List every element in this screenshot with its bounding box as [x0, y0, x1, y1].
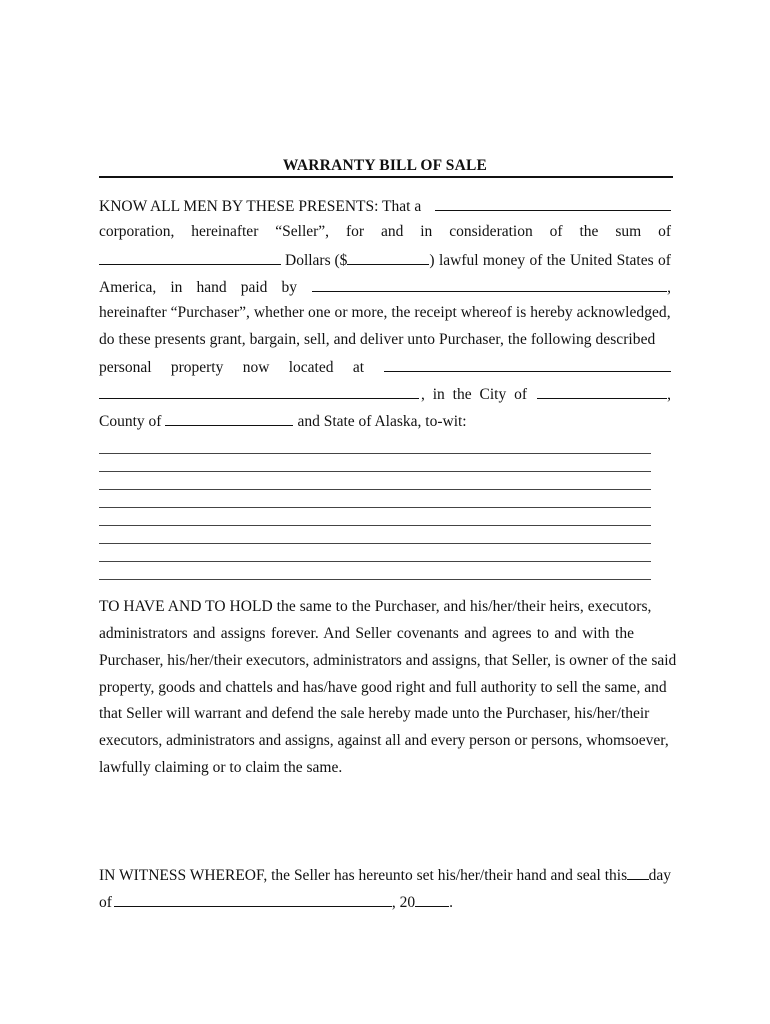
p2-line: TO HAVE AND TO HOLD the same to the Purchaser, and his/her/their heirs, executors,: [99, 598, 652, 615]
p1-line-5: hereinafter “Purchaser”, whether one or more, the receipt whereof is hereby acknowledged,: [99, 304, 671, 321]
witness-line-1: [99, 864, 671, 884]
p1-line-1: [99, 195, 671, 215]
p1-w: hand: [196, 279, 227, 296]
dollars-label: Dollars ($: [285, 252, 348, 269]
title-underline: [99, 176, 673, 178]
corporation-name-field[interactable]: [435, 195, 671, 211]
day-label: day: [648, 867, 671, 884]
city-label: , in the City of: [421, 386, 527, 403]
p1-line-4: [99, 276, 671, 296]
amount-words-field[interactable]: [99, 249, 281, 265]
county-label: County of: [99, 413, 162, 430]
p1-w: consideration: [449, 223, 533, 240]
p1-w: in: [170, 279, 183, 296]
p1-w: America,: [99, 279, 157, 296]
p2-line: executors, administrators and assigns, against all and every person or persons, whomsoever,: [99, 732, 669, 749]
p1-w: by: [281, 279, 297, 296]
p1-w: in: [420, 223, 433, 240]
p1-w: money: [482, 252, 526, 269]
p2-line: that Seller will warrant and defend the sale hereby made unto the Purchaser, his/her/their: [99, 705, 650, 722]
p1-w: of: [657, 252, 671, 269]
witness-end: .: [449, 894, 454, 911]
property-location-field-2[interactable]: [99, 383, 419, 399]
p1-w: “Seller”,: [275, 223, 330, 240]
city-field[interactable]: [537, 383, 667, 399]
purchaser-name-field[interactable]: [312, 276, 667, 292]
p1-w: the: [579, 223, 599, 240]
p1-w: hereinafter: [191, 223, 259, 240]
p1-line-8: [99, 383, 671, 403]
property-location-field[interactable]: [384, 356, 671, 372]
p1-line-7: [99, 356, 671, 376]
p1-w: for: [345, 223, 365, 240]
p1-line-1-text: KNOW ALL MEN BY THESE PRESENTS: That a: [99, 198, 422, 215]
p1-line-4-end: ,: [667, 279, 671, 296]
p1-w: ): [429, 252, 435, 269]
p1-w: corporation,: [99, 223, 175, 240]
p1-w: the: [546, 252, 566, 269]
description-line[interactable]: [99, 561, 651, 562]
day-field[interactable]: [627, 864, 649, 880]
p1-line-6: do these presents grant, bargain, sell, and deliver unto Purchaser, the following described: [99, 331, 656, 348]
p1-line-8-end: ,: [667, 386, 671, 403]
month-field[interactable]: [114, 891, 392, 907]
p1-line-9: [99, 410, 671, 430]
description-line[interactable]: [99, 453, 651, 454]
witness-text: IN WITNESS WHEREOF, the Seller has hereunto set his/her/their hand and seal this: [99, 867, 628, 884]
p1-line-3: [99, 249, 671, 269]
description-line[interactable]: [99, 507, 651, 508]
of-label: of: [99, 894, 112, 911]
p1-w: and: [380, 223, 404, 240]
p1-w: lawful: [438, 252, 479, 269]
p1-w: States: [616, 252, 654, 269]
county-field[interactable]: [165, 410, 293, 426]
p1-w: property: [170, 359, 224, 376]
description-line[interactable]: [99, 489, 651, 490]
p2-line: Purchaser, his/her/their executors, administrators and assigns, that Seller, is owner of the said: [99, 652, 677, 669]
p1-line-2: [99, 222, 671, 242]
p1-w: of: [658, 223, 671, 240]
p1-w: personal: [99, 359, 152, 376]
year-prefix: , 20: [391, 894, 416, 911]
description-line[interactable]: [99, 471, 651, 472]
description-line[interactable]: [99, 543, 651, 544]
p1-w: at: [352, 359, 364, 376]
p1-w: of: [529, 252, 543, 269]
p2-line: lawfully claiming or to claim the same.: [99, 759, 343, 776]
p1-w: located: [288, 359, 334, 376]
year-field[interactable]: [415, 891, 449, 907]
p1-w: paid: [240, 279, 268, 296]
description-line[interactable]: [99, 525, 651, 526]
state-text: and State of Alaska, to-wit:: [297, 413, 467, 430]
p1-w: now: [242, 359, 270, 376]
p2-line: property, goods and chattels and has/have good right and full authority to sell the same, and: [99, 679, 667, 696]
witness-line-2: [99, 891, 671, 911]
document-title: WARRANTY BILL OF SALE: [282, 157, 488, 174]
p1-w: of: [549, 223, 563, 240]
p2-line: administrators and assigns forever. And Seller covenants and agrees to and with the: [99, 625, 634, 642]
amount-number-field[interactable]: [347, 249, 429, 265]
description-line[interactable]: [99, 579, 651, 580]
p1-w: sum: [615, 223, 642, 240]
p1-w: United: [570, 252, 613, 269]
